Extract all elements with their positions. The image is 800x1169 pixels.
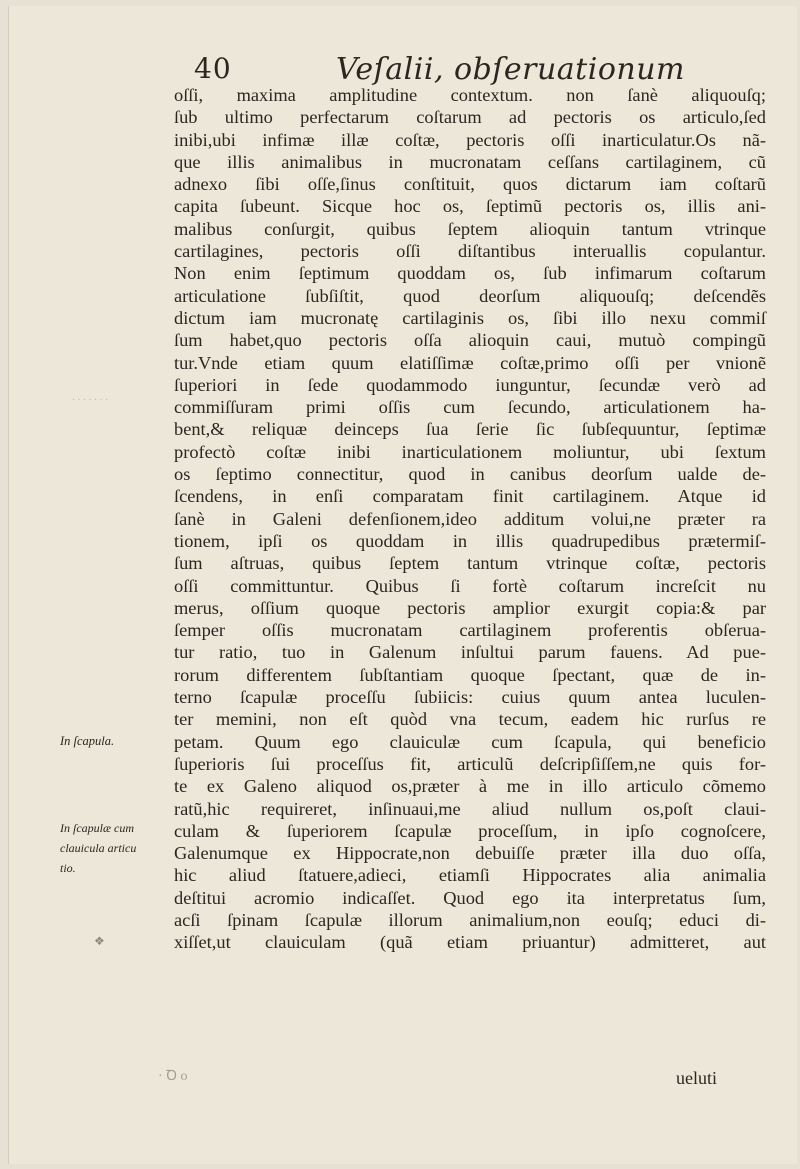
text-line: xiſſet,ut clauiculam (quã etiam priuantur) admitteret, aut bbox=[174, 932, 766, 953]
text-line: adnexo ſibi oſſe,ſinus conſtituit, quos dictarum iam coſtarũ bbox=[174, 174, 766, 195]
text-line: Non enim ſeptimum quoddam os, ſub infimarum coſtarum bbox=[174, 263, 766, 284]
text-line: que illis animalibus in mucronatam ceſſans cartilaginem, cũ bbox=[174, 151, 766, 172]
show-through-text: · · · · · · · bbox=[72, 394, 108, 406]
text-line: tionem, ipſi os quoddam in illis quadrupedibus prætermiſ- bbox=[174, 530, 766, 551]
text-line: ſum aſtruas, quibus ſeptem tantum vtrinque coſtæ, pectoris bbox=[174, 553, 766, 574]
text-line: inibi,ubi infimæ illæ coſtæ, pectoris oſſi inarticulatur.Os nã- bbox=[174, 129, 766, 150]
page-number: 40 bbox=[194, 52, 232, 85]
text-line: os ſeptimo connectitur, quod in canibus deorſum ualde de- bbox=[174, 464, 766, 485]
text-line: tur.Vnde etiam quum elatiſſimæ coſtæ,primo oſſi per vnionẽ bbox=[174, 352, 766, 373]
text-line: ſub ultimo perfectarum coſtarum ad pectoris os articulo,ſed bbox=[174, 107, 766, 128]
text-line: Galenumque ex Hippocrate,non debuiſſe præter illa duo oſſa, bbox=[174, 843, 766, 864]
text-line: ſcendens, in enſi comparatam finit cartilaginem. Atque id bbox=[174, 486, 766, 507]
text-line: acſi ſpinam ſcapulæ illorum animalium,non eouſq; educi di- bbox=[174, 909, 766, 930]
text-line: dictum iam mucronatę cartilaginis os, ſibi illo nexu commiſ bbox=[174, 307, 766, 328]
text-line: ſemper oſſis mucronatam cartilaginem proferentis obſerua- bbox=[174, 620, 766, 641]
signature-mark: · Ꝺ o bbox=[158, 1069, 188, 1084]
text-line: bent,& reliquæ deinceps ſua ſerie ſic ſubſequuntur, ſeptimæ bbox=[174, 419, 766, 440]
catchword: ueluti bbox=[676, 1068, 717, 1088]
main-text-block bbox=[174, 84, 766, 954]
text-line: deſtitui acromio indicaſſet. Quod ego ita interpretatus ſum, bbox=[174, 887, 766, 908]
text-line: ter memini, non eſt quòd vna tecum, eadem hic rurſus re bbox=[174, 709, 766, 730]
text-line: tur ratio, tuo in Galenum inſultui parum fauens. Ad pue- bbox=[174, 642, 766, 663]
text-line: rorum differentem ſubſtantiam quoque ſpectant, quæ de in- bbox=[174, 664, 766, 685]
text-line: malibus conſurgit, quibus ſeptem alioquin tantum vtrinque bbox=[174, 218, 766, 239]
ornament-mark: ❖ bbox=[94, 934, 105, 948]
text-line: commiſſuram primi oſſis cum ſecundo, articulationem ha- bbox=[174, 397, 766, 418]
text-line: terno ſcapulæ proceſſu ſubiicis: cuius quum antea luculen- bbox=[174, 687, 766, 708]
text-line: culam & ſuperiorem ſcapulæ proceſſum, in ipſo cognoſcere, bbox=[174, 820, 766, 841]
text-line: ratũ,hic requireret, inſinuaui,me aliud nullum os,poſt claui- bbox=[174, 798, 766, 819]
text-line: petam. Quum ego clauiculæ cum ſcapula, qui beneficio bbox=[174, 731, 766, 752]
margin-note-in-scapula: In ſcapula. bbox=[60, 734, 115, 748]
text-line: oſſi committuntur. Quibus ſi fortè coſtarum increſcit nu bbox=[174, 575, 766, 596]
text-line: ſuperioris ſui proceſſus fit, articulũ deſcripſiſſem,ne quis for- bbox=[174, 753, 766, 774]
text-line: articulatione ſubſiſtit, quod deorſum aliquouſq; deſcendẽs bbox=[174, 285, 766, 306]
text-line: ſuperiori in ſede quodammodo iunguntur, ſecundæ verò ad bbox=[174, 374, 766, 395]
text-line: capita ſubeunt. Sicque hoc os, ſeptimũ pectoris os, illis ani- bbox=[174, 196, 766, 217]
text-line: hic aliud ſtatuere,adieci, etiamſi Hippocrates alia animalia bbox=[174, 865, 766, 886]
text-line: cartilagines, pectoris oſſi diſtantibus interuallis copulantur. bbox=[174, 241, 766, 262]
text-line: profectò coſtæ inibi inarticulationem moliuntur, ubi ſextum bbox=[174, 441, 766, 462]
margin-note-scapula-clavicle: In ſcapulæ cum clauicula articu tio. bbox=[60, 821, 137, 875]
text-line: merus, oſſium quoque pectoris amplior exurgit copia:& par bbox=[174, 597, 766, 618]
text-line: ſanè in Galeni defenſionem,ideo additum volui,ne præter ra bbox=[174, 508, 766, 529]
running-title: Veſalii, obſeruationum bbox=[336, 52, 685, 87]
text-line: oſſi, maxima amplitudine contextum. non ſanè aliquouſq; bbox=[174, 85, 766, 105]
text-line: te ex Galeno aliquod os,præter à me in illo articulo cõmemo bbox=[174, 776, 766, 797]
text-line: ſum habet,quo pectoris oſſa alioquin caui, mutuò compingũ bbox=[174, 330, 766, 351]
